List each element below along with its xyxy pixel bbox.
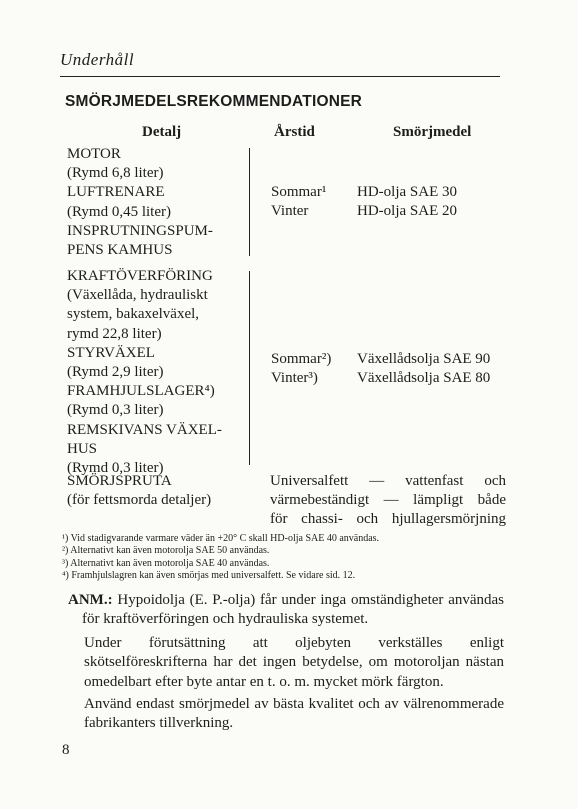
footnote: ¹) Vid stadigvarande varmare väder än +20° C skall HD-olja SAE 40 användas. xyxy=(62,533,380,544)
detail-line: PENS KAMHUS xyxy=(67,242,173,259)
season-winter: Vinter³) xyxy=(271,370,318,387)
detail-line: STYRVÄXEL xyxy=(67,344,155,361)
detail-line: (Växellåda, hydrauliskt xyxy=(67,287,208,304)
detail-line: (Rymd 0,45 liter) xyxy=(67,203,171,220)
grease-line: Universalfett — vattenfast och xyxy=(270,473,506,489)
grease-description xyxy=(270,472,506,530)
header-rule xyxy=(60,76,500,77)
detail-line: (Rymd 0,3 liter) xyxy=(67,402,164,419)
season-group-engine xyxy=(271,183,326,221)
detail-group-grease-gun xyxy=(67,472,211,510)
footnotes xyxy=(62,533,379,582)
lubricant-summer: Växellådsolja SAE 90 xyxy=(357,351,491,367)
detail-line: system, bakaxelväxel, xyxy=(67,306,200,323)
grease-line: för chassi- och hjullagersmörjning xyxy=(270,511,506,528)
note-paragraph-1 xyxy=(68,591,504,630)
lubricant-group-transmission xyxy=(357,350,490,388)
grease-line: värmebeständigt — lämpligt både xyxy=(270,492,506,509)
detail-line: (Rymd 2,9 liter) xyxy=(67,364,164,381)
group-bracket xyxy=(243,148,250,256)
detail-group-engine xyxy=(67,145,213,260)
season-winter: Vinter xyxy=(271,203,309,220)
detail-line: (Rymd 6,8 liter) xyxy=(67,165,164,182)
section-title: Underhåll xyxy=(60,50,135,69)
season-summer: Sommar¹ xyxy=(271,184,327,200)
group-bracket xyxy=(243,271,250,465)
lubricant-group-engine xyxy=(357,183,457,221)
note-text: Hypoidolja (E. P.-olja) får under inga omständigheter användas för kraftöverföringen och hydrauliska systemet. xyxy=(82,592,504,628)
detail-line: MOTOR xyxy=(67,146,121,162)
note-label: ANM.: xyxy=(68,592,113,608)
detail-line: (för fettsmorda detaljer) xyxy=(67,492,212,509)
detail-line: SMÖRJSPRUTA xyxy=(67,473,172,489)
note-paragraph-3: Använd endast smörjmedel av bästa kvalitet och av välrenommerade fabrikanters tillverkning. xyxy=(84,696,504,732)
detail-line: HUS xyxy=(67,440,98,457)
footnote: ²) Alternativt kan även motorolja SAE 50 användas. xyxy=(62,545,270,557)
detail-line: (Rymd 0,3 liter) xyxy=(67,460,164,477)
footnote: ³) Alternativt kan även motorolja SAE 40 användas. xyxy=(62,557,270,569)
note-block xyxy=(68,591,504,734)
note-paragraph-2: Under förutsättning att oljebyten verkställes enligt skötselföreskrifterna har det ingen betydelse, om motoroljan nästan omedelbart efter byte antar en t. o. m. mycket mörk färgton. xyxy=(84,634,504,690)
detail-line: FRAMHJULSLAGER⁴) xyxy=(67,383,215,400)
detail-line: KRAFTÖVERFÖRING xyxy=(67,268,213,284)
detail-line: INSPRUTNINGSPUM- xyxy=(67,222,213,239)
season-summer: Sommar²) xyxy=(271,351,332,367)
detail-line: LUFTRENARE xyxy=(67,184,165,201)
page-heading: SMÖRJMEDELSREKOMMENDATIONER xyxy=(65,93,363,110)
column-header-detail: Detalj xyxy=(142,124,182,140)
detail-line: REMSKIVANS VÄXEL- xyxy=(67,421,222,438)
footnote: ⁴) Framhjulslagren kan även smörjas med universalfett. Se vidare sid. 12. xyxy=(62,569,356,581)
detail-line: rymd 22,8 liter) xyxy=(67,325,162,342)
lubricant-winter: Växellådsolja SAE 80 xyxy=(357,370,491,387)
lubricant-winter: HD-olja SAE 20 xyxy=(357,203,457,220)
column-header-season: Årstid xyxy=(274,124,315,140)
column-header-lubricant: Smörjmedel xyxy=(393,124,472,140)
season-group-transmission xyxy=(271,350,331,388)
lubricant-summer: HD-olja SAE 30 xyxy=(357,184,457,200)
detail-group-transmission xyxy=(67,267,222,478)
page-number: 8 xyxy=(62,742,70,758)
